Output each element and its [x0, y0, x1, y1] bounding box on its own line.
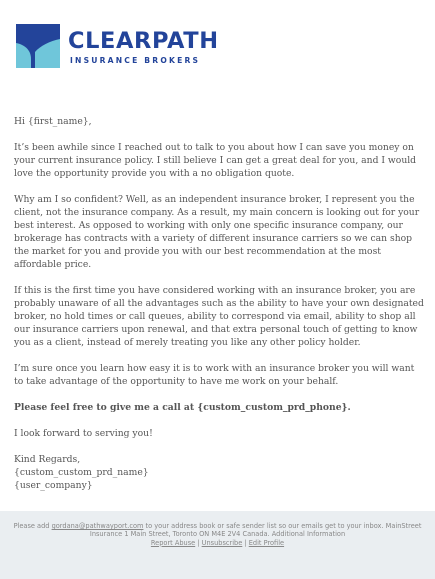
sign-off: Kind Regards, [14, 454, 81, 465]
greeting: Hi {first_name}, [14, 116, 92, 127]
footer-separator: | [242, 538, 249, 547]
call-to-action: Please feel free to give me a call at {custom_custom_prd_phone}. [14, 402, 351, 413]
footer-text-before: Please add [13, 522, 52, 530]
clearpath-logo [16, 24, 219, 70]
footer-separator: | [195, 538, 202, 547]
email-body [14, 115, 424, 505]
paragraph-followup: It’s been awhile since I reached out to talk to you about how I can save you money on your current insurance policy. I still believe I can get a great deal for you, and I would love the opportunity provide you with a no obligation quote. [14, 142, 417, 179]
paragraph-advantages: If this is the first time you have considered working with an insurance broker, you are probably unaware of all the advantages such as the ability to have your own designated broker, no hold times or call queues, ability to correspond via email, ability to shop all our insurance carriers upon renewal, and that extra personal touch of getting to know you as a client, instead of merely treating you like any other policy holder. [14, 285, 424, 348]
signature-name: {custom_custom_prd_name} [14, 467, 149, 478]
brand-name: CLEARPATH [68, 28, 219, 54]
paragraph-opportunity: I’m sure once you learn how easy it is to work with an insurance broker you will want to take advantage of the opportunity to have me work on your behalf. [14, 363, 415, 387]
email-footer [0, 511, 435, 579]
report-abuse-link[interactable]: Report Abuse [150, 538, 196, 547]
footer-text-after: to your address book or safe sender list so our emails get to your inbox. MainStreet Insurance 1 Main Street, Toronto ON M4E 2V4 Canada. Additional Information [89, 522, 422, 539]
unsubscribe-link[interactable]: Unsubscribe [201, 538, 243, 547]
edit-profile-link[interactable]: Edit Profile [248, 538, 285, 547]
closing-line: I look forward to serving you! [14, 428, 153, 439]
signature-block [14, 453, 424, 492]
clearpath-logo-mark-icon [16, 24, 60, 68]
brand-subtitle: INSURANCE BROKERS [70, 56, 201, 65]
footer-email-link[interactable]: gordana@pathwayport.com [51, 522, 144, 530]
signature-company: {user_company} [14, 480, 93, 491]
paragraph-why-broker: Why am I so confident? Well, as an independent insurance broker, I represent you the client, not the insurance company. As a result, my main concern is looking out for your best interest. As opposed to working with only one specific insurance company, our brokerage has contracts with a variety of different insurance carriers so we can shop the market for you and provide you with our best recommendation at the most affordable price. [14, 194, 420, 270]
